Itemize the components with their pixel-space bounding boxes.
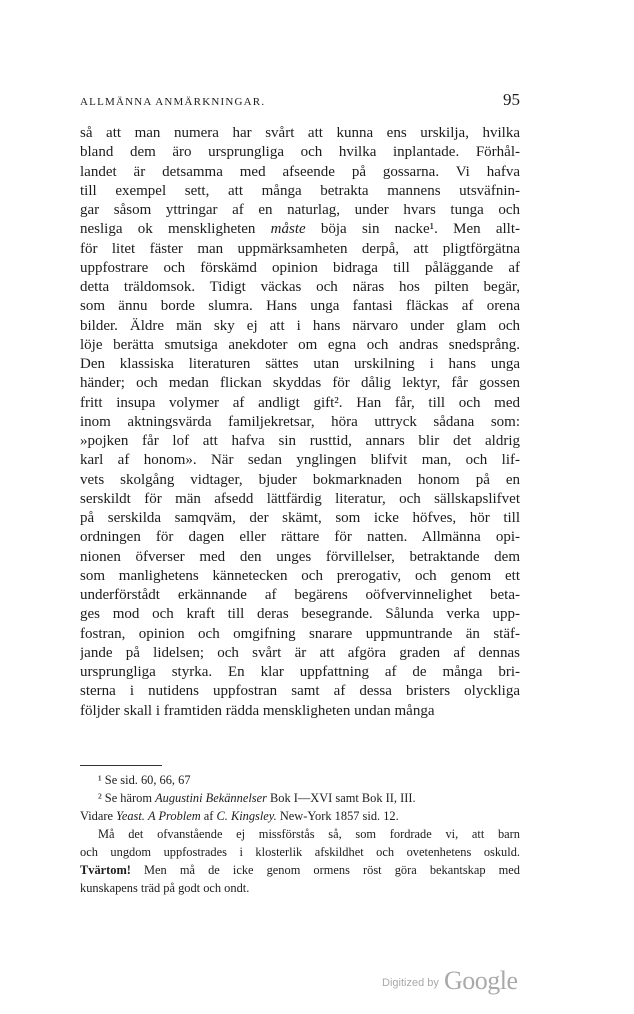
note-line: och ungdom uppfostrades i klosterlik afskildhet och ovetenhetens oskuld. xyxy=(80,845,520,859)
footnote-text: Vidare xyxy=(80,809,117,823)
running-head: ALLMÄNNA ANMÄRKNINGAR. xyxy=(80,96,266,108)
text-line: Den klassiska literaturen sättes utan urskilning i hans unga xyxy=(80,356,520,372)
text-line: nesliga ok menskligheten måste böja sin nacke¹. Men allt- xyxy=(80,221,520,238)
watermark-prefix: Digitized by xyxy=(382,977,439,989)
footnote-title: Yeast. xyxy=(116,809,145,823)
text-line: gar såsom yttringar af en naturlag, under hvars tunga och xyxy=(80,202,520,218)
footnote-1: ¹ Se sid. 60, 66, 67 xyxy=(98,773,191,787)
text-line: följder skall i framtiden rädda menskligheten undan många xyxy=(80,702,435,719)
body-text xyxy=(80,124,520,721)
google-logo: Google xyxy=(443,966,518,995)
text-line: karl af honom». När sedan ynglingen blifvit man, och lif- xyxy=(80,452,520,469)
text-line: för litet fäster man uppmärksamheten derpå, att pligtförgätna xyxy=(80,240,520,257)
text-line: som ännu borde slumra. Hans unga fantasi fläckas af orena xyxy=(80,298,520,315)
footnote-rule xyxy=(80,765,162,766)
text-line: landet är detsamma med afseende på gossarna. Vi hafva xyxy=(80,163,520,180)
text-line: ursprungliga styrka. En klar uppfattning af de många bri- xyxy=(80,664,520,680)
text-line: fritt insupa volymer af andligt gift². Han får, till och med xyxy=(80,394,520,411)
page-number: 95 xyxy=(503,90,520,109)
text-line: ges mod och kraft till deras besegrande. Sålunda verka upp- xyxy=(80,606,520,623)
note-line: kunskapens träd på godt och ondt. xyxy=(80,881,250,895)
text-line: vets skolgång vidtager, bjuder bokmarknaden honom på en xyxy=(80,471,520,488)
text-line: ordningen för dagen eller rättare för natten. Allmänna opi- xyxy=(80,529,520,546)
text-line: sterna i nutidens uppfostran samt af dessa bristers olyckliga xyxy=(80,683,520,700)
google-watermark xyxy=(382,966,542,1000)
footnotes xyxy=(80,771,520,897)
text-line: bilder. Äldre män sky ej att i hans närvaro under glam och xyxy=(80,317,520,334)
text-line: händer; och medan flickan skyddas för dålig lektyr, får gossen xyxy=(80,375,520,392)
text-line: »pojken får lof att hafva sin rusttid, annars blir det aldrig xyxy=(80,433,520,449)
footnote-title: Augustini Bekännelser xyxy=(155,791,267,805)
footnote-text: New-York 1857 sid. 12. xyxy=(276,809,399,823)
text-line: underförstådt erkännande af begärens oöfvervinnelighet beta- xyxy=(80,587,520,603)
footnote-text: af xyxy=(200,809,217,823)
text-line: serskildt för män afsedd lättfärdig literatur, och sällskapslifvet xyxy=(80,490,520,507)
text-line: så att man numera har svårt att kunna ens urskilja, hvilka xyxy=(80,125,520,141)
note-line: Må det ofvanstående ej missförstås så, som fordrade vi, att barn xyxy=(98,827,520,841)
text-line: fostran, opinion och omgifning snarare uppmuntrande än stäf- xyxy=(80,625,520,642)
footnote-text: ² Se härom xyxy=(98,791,156,805)
text-line: bland dem äro ursprungliga och hvilka inplantade. Förhål- xyxy=(80,144,520,161)
text-line: som manlighetens kännetecken och prerogativ, och genom ett xyxy=(80,567,520,584)
text-line: inom aktningsvärda familjekretsar, höra uttryck sådana som: xyxy=(80,413,520,430)
footnote-2-line-2 xyxy=(80,807,520,825)
text-line: jande på lidelsen; och svårt är att afgöra graden af dennas xyxy=(80,644,520,661)
note-line: Tvärtom! Men må de icke genom ormens röst göra bekantskap med xyxy=(80,863,520,877)
text-line: detta träldomsok. Tidigt väckas och näras hos pilten begär, xyxy=(80,279,520,295)
footnote-2-line-1 xyxy=(80,789,520,807)
text-line: nionen öfverser med den unges förvillelser, betraktande dem xyxy=(80,548,520,565)
text-line: till exempel sett, att många betrakta mannens utsväfnin- xyxy=(80,182,520,199)
footnote-title: A Problem xyxy=(148,809,201,823)
text-line: uppfostrare och förskämd opinion bidraga till påläggande af xyxy=(80,259,520,276)
text-line: löje berätta smutsiga anekdoter om egna och andras snedsprång. xyxy=(80,336,520,353)
footnote-author: C. Kingsley. xyxy=(216,809,277,823)
footnote-text: Bok I—XVI samt Bok II, III. xyxy=(266,791,416,805)
text-line: på serskilda samqväm, der skämt, som icke höfves, hör till xyxy=(80,510,520,526)
